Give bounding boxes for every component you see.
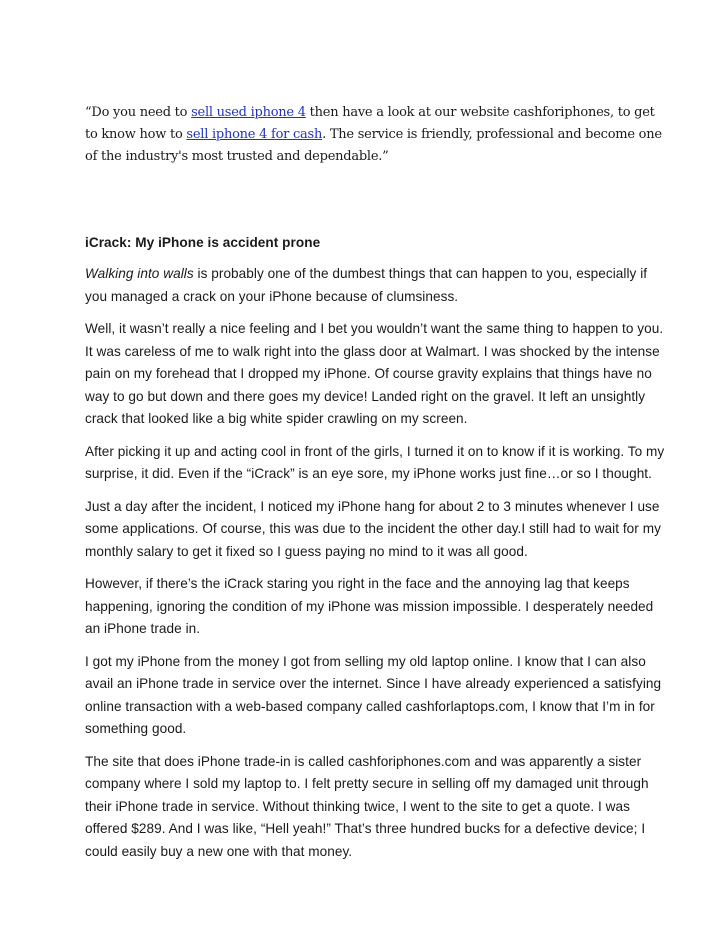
paragraph-1: [85, 263, 665, 308]
paragraph-7: The site that does iPhone trade-in is called cashforiphones.com and was apparently a sister company where I sold my laptop to. I felt pretty secure in selling off my damaged unit through their iPhone trade in service. Without thinking twice, I went to the site to get a quote. I was offered $289. And I was like, “Hell yeah!” That’s three hundred bucks for a defective device; I could easily buy a new one with that money.: [85, 753, 649, 859]
paragraph-6: I got my iPhone from the money I got from selling my old laptop online. I know that I can also avail an iPhone trade in service over the internet. Since I have already experienced a satisfying online transaction with a web-based company called cashforlaptops.com, I know that I’m in for something good.: [85, 653, 662, 736]
article-body: [85, 232, 665, 873]
intro-text-3: . The service is friendly, professional and become one of the industry's most trusted and dependable.”: [85, 127, 662, 164]
paragraph-2: Well, it wasn’t really a nice feeling and I bet you wouldn’t want the same thing to happen to you. It was careless of me to walk right into the glass door at Walmart. I was shocked by the intense pain on my forehead that I dropped my iPhone. Of course gravity explains that things have no way to go but down and there goes my device! Landed right on the gravel. It left an unsightly crack that looked like a big white spider crawling on my screen.: [85, 321, 664, 426]
intro-text-2: then have a look at our website cashforiphones, to get to know how to: [85, 105, 655, 142]
paragraph-1-italic: Walking into walls: [85, 266, 194, 281]
paragraph-1-text: is probably one of the dumbest things that can happen to you, especially if you managed a crack on your iPhone because of clumsiness.: [85, 266, 648, 304]
intro-text-1: “Do you need to: [85, 105, 192, 120]
sell-used-iphone-4-link[interactable]: sell used iphone 4: [191, 105, 306, 120]
paragraph-3: After picking it up and acting cool in front of the girls, I turned it on to know if it is working. To my surprise, it did. Even if the “iCrack” is an eye sore, my iPhone works just fine…or so I thought.: [85, 443, 665, 481]
paragraph-4: Just a day after the incident, I noticed my iPhone hang for about 2 to 3 minutes whenever I use some applications. Of course, this was due to the incident the other day.I still had to wait for my monthly salary to get it fixed so I guess paying no mind to it was all good.: [85, 498, 661, 559]
article-heading: iCrack: My iPhone is accident prone: [85, 235, 321, 250]
sell-iphone-4-for-cash-link[interactable]: sell iphone 4 for cash: [186, 127, 323, 142]
paragraph-5: However, if there’s the iCrack staring you right in the face and the annoying lag that keeps happening, ignoring the condition of my iPhone was mission impossible. I desperately needed an iPhone trade in.: [85, 576, 654, 636]
intro-paragraph: [85, 102, 665, 168]
